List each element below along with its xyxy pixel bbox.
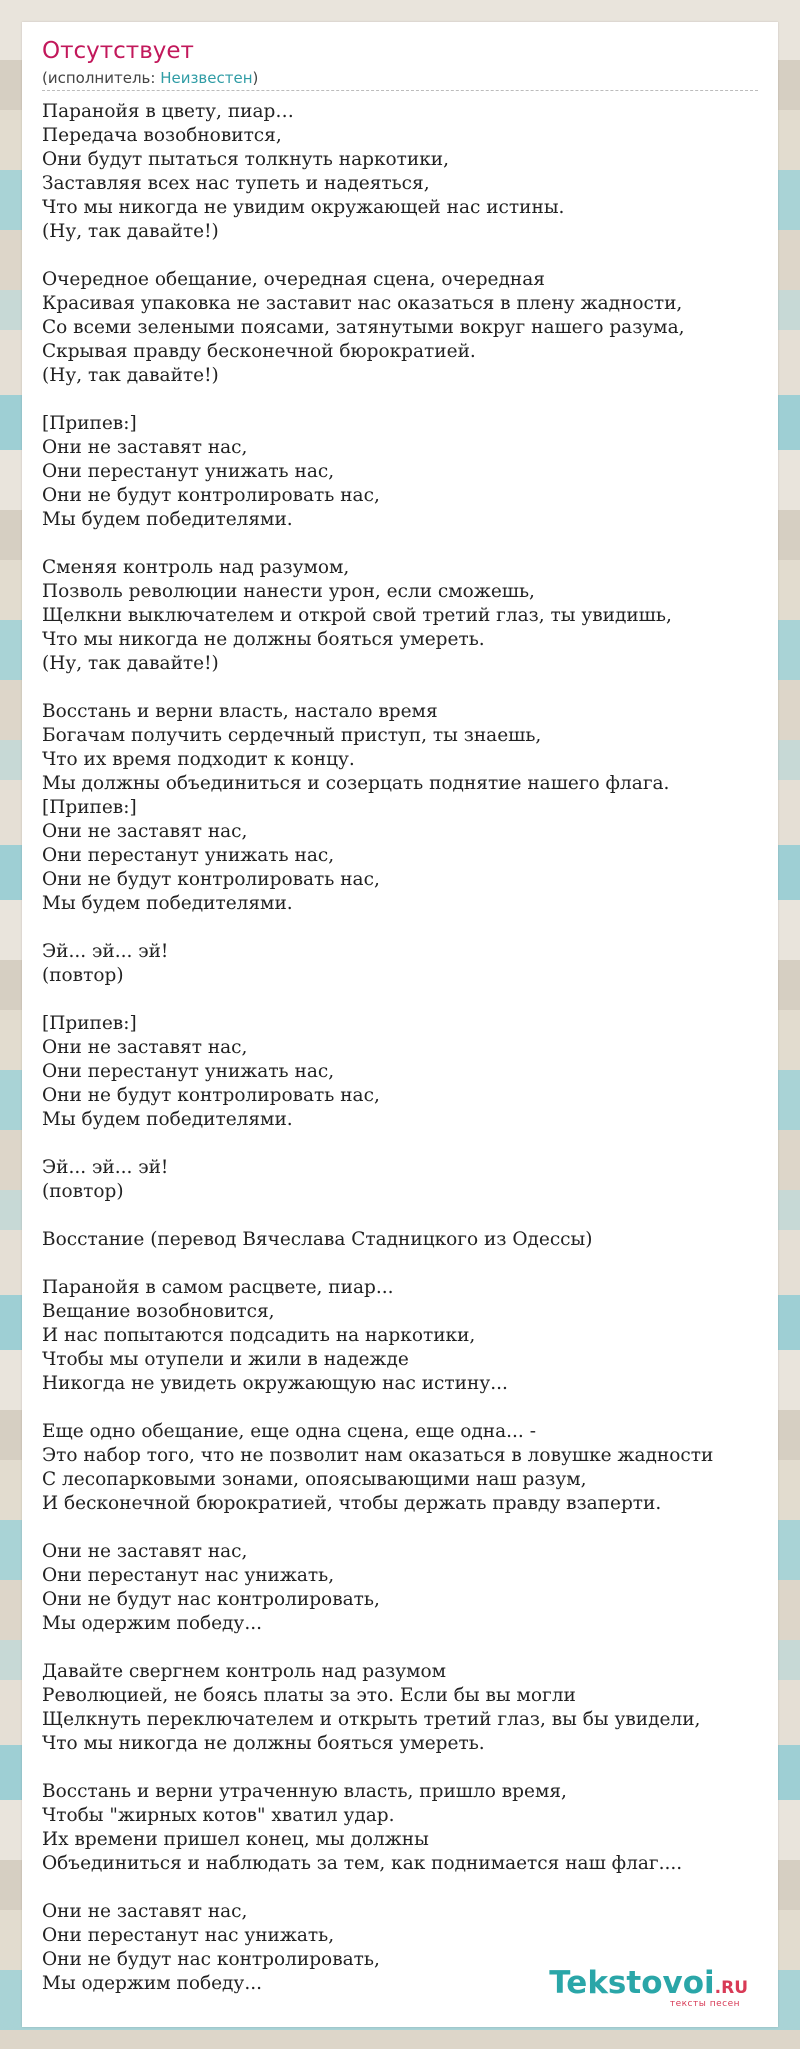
lyric-line: (Ну, так давайте!) <box>42 653 219 674</box>
lyric-line: Это набор того, что не позволит нам оказаться в ловушке жадности <box>42 1445 714 1466</box>
lyric-line: (повтор) <box>42 1181 124 1202</box>
lyric-line: Их времени пришел конец, мы должны <box>42 1829 429 1850</box>
lyrics-text <box>42 100 782 1996</box>
lyric-line <box>42 988 782 1012</box>
lyric-line: Красивая упаковка не заставит нас оказаться в плену жадности, <box>42 293 683 314</box>
lyric-line: [Припев:] <box>42 797 137 818</box>
lyric-line: (Ну, так давайте!) <box>42 221 219 242</box>
lyric-line: Они не заставят нас, <box>42 437 248 458</box>
lyric-line: Что мы никогда не должны бояться умереть. <box>42 629 485 650</box>
lyric-line: Они перестанут нас унижать, <box>42 1565 335 1586</box>
lyric-line: Передача возобновится, <box>42 125 282 146</box>
performer-line <box>42 71 258 86</box>
lyric-line: Они будут пытаться толкнуть наркотики, <box>42 149 449 170</box>
lyric-line <box>42 676 782 700</box>
lyric-line: (Ну, так давайте!) <box>42 365 219 386</box>
lyric-line: Еще одно обещание, еще одна сцена, еще одна... - <box>42 1421 536 1442</box>
lyric-line: Они не заставят нас, <box>42 1037 248 1058</box>
title-divider <box>42 90 758 91</box>
lyric-line: Паранойя в самом расцвете, пиар... <box>42 1277 394 1298</box>
lyric-line: Чтобы мы отупели и жили в надежде <box>42 1349 409 1370</box>
performer-suffix: ) <box>252 69 259 87</box>
lyric-line: Никогда не увидеть окружающую нас истину... <box>42 1373 508 1394</box>
lyrics-card <box>22 22 778 2027</box>
lyric-line: Они не заставят нас, <box>42 1541 248 1562</box>
lyric-line <box>42 1252 782 1276</box>
logo-wordmark <box>549 1965 748 2001</box>
lyric-line: Эй... эй... эй! <box>42 941 169 962</box>
lyric-line: Они не будут нас контролировать, <box>42 1589 380 1610</box>
lyric-line: Мы будем победителями. <box>42 1109 293 1130</box>
lyric-line: Они не будут контролировать нас, <box>42 1085 380 1106</box>
lyric-line: Щелкнуть переключателем и открыть третий глаз, вы бы увидели, <box>42 1709 701 1730</box>
lyric-line <box>42 1516 782 1540</box>
lyric-line: Они перестанут унижать нас, <box>42 461 335 482</box>
lyric-line <box>42 1876 782 1900</box>
lyric-line <box>42 244 782 268</box>
lyric-line: Восстань и верни власть, настало время <box>42 701 438 722</box>
lyric-line: Они перестанут унижать нас, <box>42 1061 335 1082</box>
lyric-line <box>42 1132 782 1156</box>
lyric-line: Революцией, не боясь платы за это. Если бы вы могли <box>42 1685 576 1706</box>
lyric-line: Они не заставят нас, <box>42 1901 248 1922</box>
lyric-line: Мы должны объединиться и созерцать поднятие нашего флага. <box>42 773 670 794</box>
lyric-line: Щелкни выключателем и открой свой третий глаз, ты увидишь, <box>42 605 672 626</box>
song-title: Отсутствует <box>42 38 194 64</box>
lyric-line <box>42 1756 782 1780</box>
lyric-line: Скрывая правду бесконечной бюрократией. <box>42 341 476 362</box>
lyric-line <box>42 388 782 412</box>
lyric-line: Заставляя всех нас тупеть и надеяться, <box>42 173 430 194</box>
lyric-line: Они не будут контролировать нас, <box>42 869 380 890</box>
lyric-line: Объединиться и наблюдать за тем, как поднимается наш флаг.... <box>42 1853 683 1874</box>
lyric-line: Мы одержим победу... <box>42 1613 262 1634</box>
lyric-line: Позволь революции нанести урон, если сможешь, <box>42 581 535 602</box>
lyric-line: [Припев:] <box>42 413 137 434</box>
lyric-line: И нас попытаются подсадить на наркотики, <box>42 1325 476 1346</box>
lyric-line: Что мы никогда не увидим окружающей нас истины. <box>42 197 565 218</box>
performer-prefix: (исполнитель: <box>42 69 161 87</box>
lyric-line: С лесопарковыми зонами, опоясывающими наш разум, <box>42 1469 587 1490</box>
lyric-line: Они не будут контролировать нас, <box>42 485 380 506</box>
lyric-line: Богачам получить сердечный приступ, ты знаешь, <box>42 725 542 746</box>
logo-name: Tekstovoi <box>549 1965 715 2001</box>
lyric-line: Они перестанут унижать нас, <box>42 845 335 866</box>
lyric-line: Что мы никогда не должны бояться умереть. <box>42 1733 485 1754</box>
lyric-line <box>42 1396 782 1420</box>
site-logo[interactable] <box>549 1965 748 2009</box>
lyric-line <box>42 1636 782 1660</box>
lyric-line: Мы будем победителями. <box>42 893 293 914</box>
lyric-line: Они не заставят нас, <box>42 821 248 842</box>
logo-tld: .RU <box>714 1978 748 1998</box>
lyric-line: Мы одержим победу... <box>42 1973 262 1994</box>
lyric-line: Восстань и верни утраченную власть, пришло время, <box>42 1781 567 1802</box>
lyric-line: Давайте свергнем контроль над разумом <box>42 1661 447 1682</box>
lyric-line: Очередное обещание, очередная сцена, очередная <box>42 269 545 290</box>
lyric-line: Что их время подходит к концу. <box>42 749 355 770</box>
lyric-line: [Припев:] <box>42 1013 137 1034</box>
artist-link[interactable]: Неизвестен <box>160 69 253 87</box>
lyric-line: Восстание (перевод Вячеслава Стадницкого из Одессы) <box>42 1229 593 1250</box>
lyric-line: Мы будем победителями. <box>42 509 293 530</box>
lyric-line: Вещание возобновится, <box>42 1301 275 1322</box>
lyric-line: Со всеми зелеными поясами, затянутыми вокруг нашего разума, <box>42 317 685 338</box>
lyric-line <box>42 1204 782 1228</box>
lyric-line: Эй... эй... эй! <box>42 1157 169 1178</box>
lyric-line: Они перестанут нас унижать, <box>42 1925 335 1946</box>
lyric-line: (повтор) <box>42 965 124 986</box>
lyric-line: Они не будут нас контролировать, <box>42 1949 380 1970</box>
lyric-line: Чтобы "жирных котов" хватил удар. <box>42 1805 395 1826</box>
lyric-line <box>42 916 782 940</box>
lyric-line <box>42 532 782 556</box>
lyric-line: Сменяя контроль над разумом, <box>42 557 350 578</box>
lyric-line: Паранойя в цвету, пиар… <box>42 101 294 122</box>
logo-tagline: тексты песен <box>669 1999 740 2009</box>
lyric-line: И бесконечной бюрократией, чтобы держать правду взаперти. <box>42 1493 662 1514</box>
